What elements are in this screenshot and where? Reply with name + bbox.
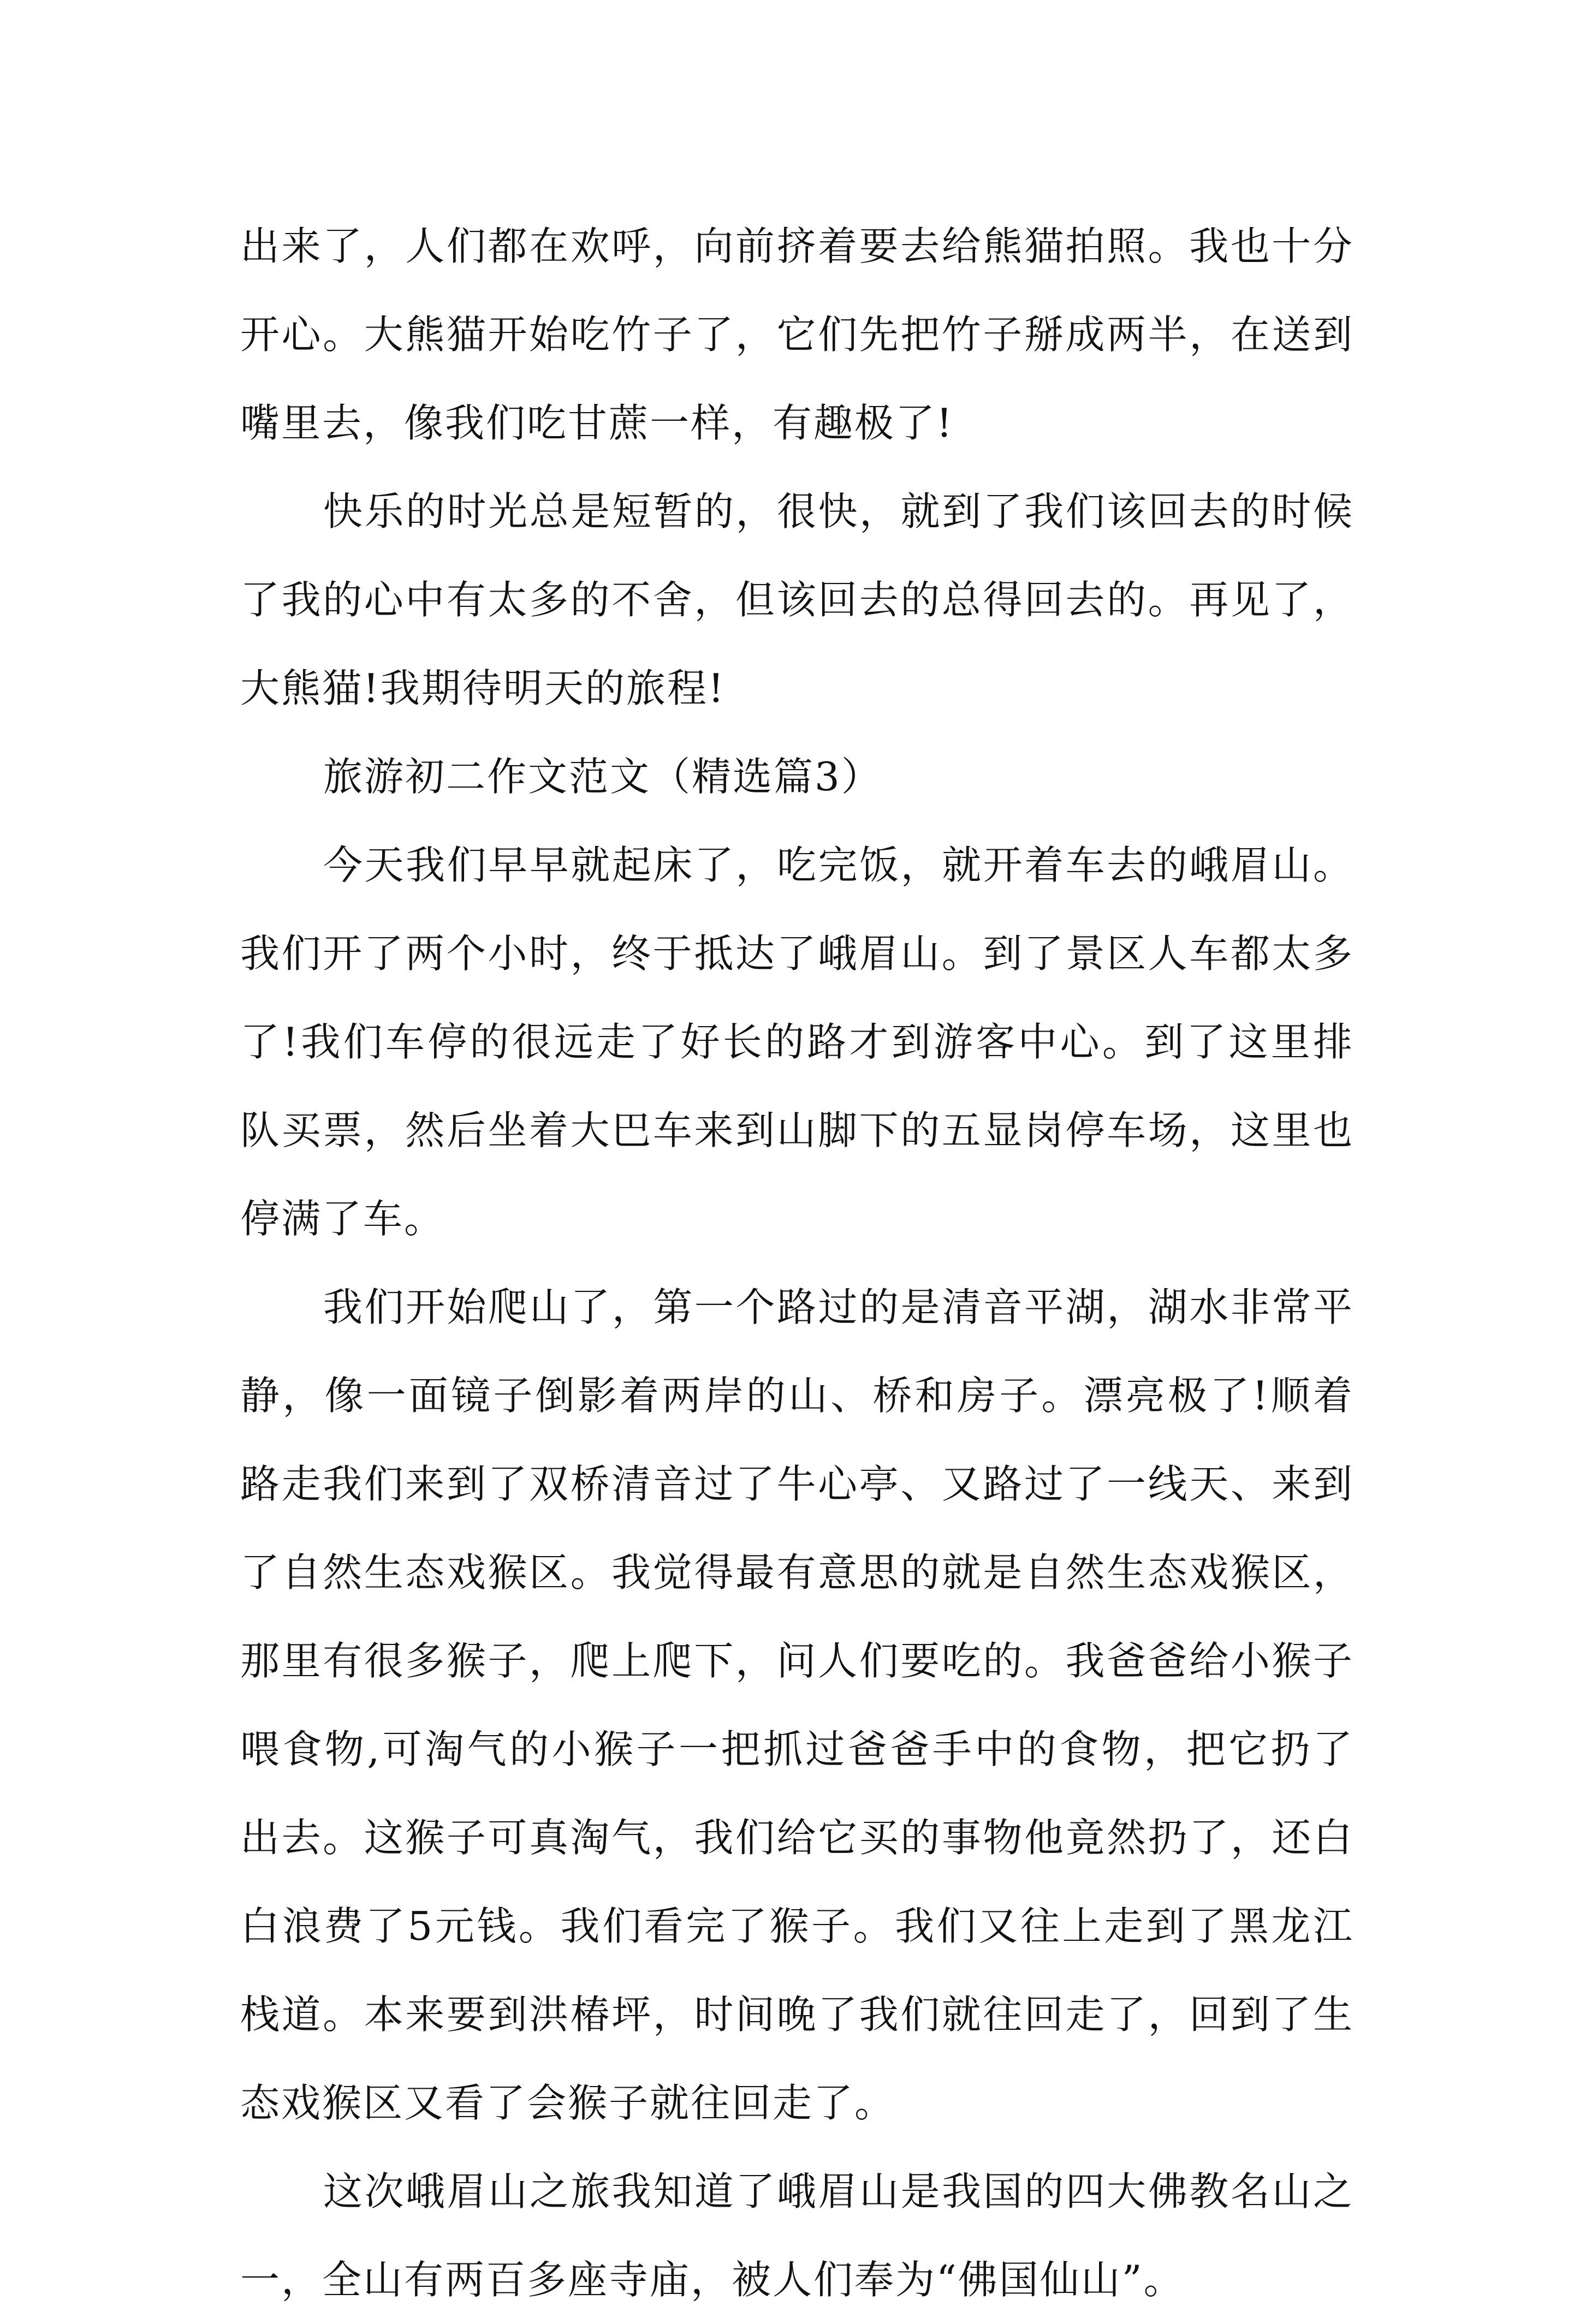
paragraph-emei-arrival: 今天我们早早就起床了，吃完饭，就开着车去的峨眉山。我们开了两个小时，终于抵达了峨眉山。到了景区人车都太多了!我们车停的很远走了好长的路才到游客中心。到了这里排队买票，然后坐着大巴车来到山脚下的五显岗停车场，这里也停满了车。 xyxy=(240,842,1354,1242)
paragraph-farewell: 快乐的时光总是短暂的，很快，就到了我们该回去的时候了我的心中有太多的不舍，但该回去的总得回去的。再见了，大熊猫!我期待明天的旅程! xyxy=(240,488,1354,711)
paragraph-climbing-monkeys: 我们开始爬山了，第一个路过的是清音平湖，湖水非常平静，像一面镜子倒影着两岸的山、桥和房子。漂亮极了!顺着路走我们来到了双桥清音过了牛心亭、又路过了一线天、来到了自然生态戏猴区。我觉得最有意思的就是自然生态戏猴区，那里有很多猴子，爬上爬下，问人们要吃的。我爸爸给小猴子喂食物,可淘气的小猴子一把抓过爸爸手中的食物，把它扔了出去。这猴子可真淘气，我们给它买的事物他竟然扔了，还白白浪费了5元钱。我们看完了猴子。我们又往上走到了黑龙江栈道。本来要到洪椿坪，时间晚了我们就往回走了，回到了生态戏猴区又看了会猴子就往回走了。 xyxy=(240,1284,1354,2126)
paragraph-panda-continued: 出来了，人们都在欢呼，向前挤着要去给熊猫拍照。我也十分开心。大熊猫开始吃竹子了，它们先把竹子掰成两半，在送到嘴里去，像我们吃甘蔗一样，有趣极了! xyxy=(240,223,1354,446)
paragraph-conclusion: 这次峨眉山之旅我知道了峨眉山是我国的四大佛教名山之一，全山有两百多座寺庙，被人们奉为“佛国仙山”。 xyxy=(240,2168,1354,2303)
document-body xyxy=(240,202,1354,2324)
section-heading: 旅游初二作文范文（精选篇3） xyxy=(323,754,882,800)
